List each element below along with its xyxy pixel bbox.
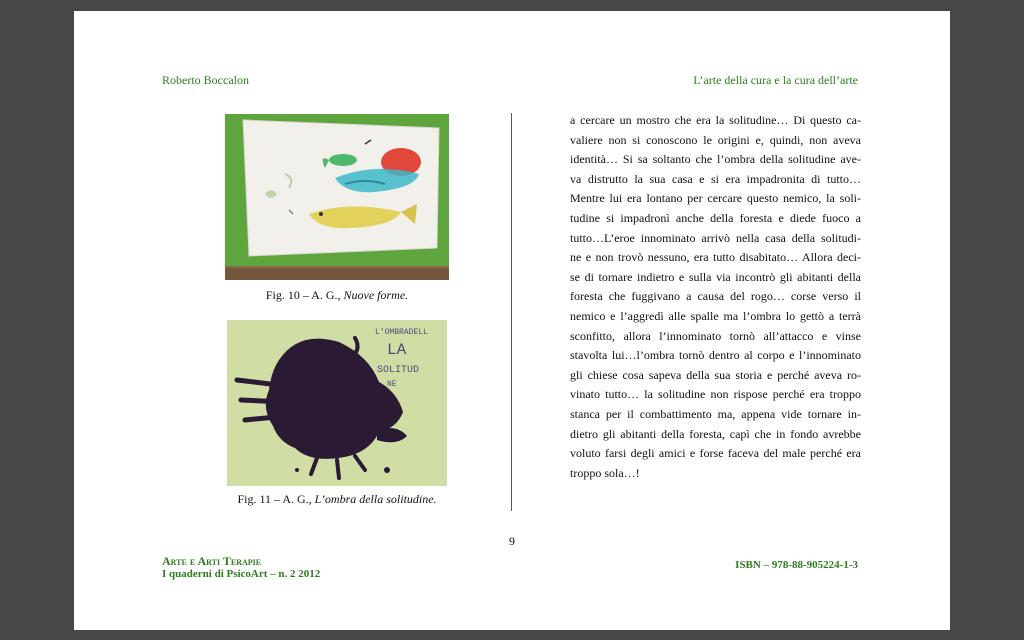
page-number: 9 [509,534,515,548]
body-line: nemico e l’aggredì alle spalle ma l’ombra lo gettò a terrà [570,308,861,323]
body-line: stanca per il combattimento ma, appena vide tornare in- [570,406,861,421]
body-line: a cercare un mostro che era la solitudine… Di questo ca- [570,113,861,127]
footer-publication [162,555,320,581]
body-line: vinato tutto… la solitudine non rispose perché era troppo [570,387,861,402]
figure-11-caption-title: L’ombra della solitudine. [314,492,437,506]
footer-isbn: ISBN – 978-88-905224-1-3 [735,559,858,571]
body-line: identità… Si sa soltanto che l’ombra della solitudine ave- [570,152,861,167]
figure-11-caption-prefix: Fig. 11 – A. G., [237,492,315,506]
footer-series: Arte e Arti Terapie [162,554,262,568]
figure-11-caption [204,492,470,507]
figure-10-caption-title: Nuove forme. [343,288,409,302]
running-header-author: Roberto Boccalon [162,73,249,87]
drawing-text-line-1: L'OMBRADELL [375,328,428,337]
body-line: ne e non trovò nessuno, era tutto disabitato… Allora deci- [570,250,861,265]
footer-subtitle: I quaderni di PsicoArt – n. 2 2012 [162,568,321,580]
drawing-text-line-3: SOLITUD [377,365,420,376]
body-line: tudine si impadronì anche della foresta e diede fuoco a [570,210,861,225]
column-divider [511,113,512,511]
body-line: dietro gli abitanti della foresta, capì che in fondo avrebbe [570,426,861,441]
body-line: tutto…L’eroe innominato arrivò nella casa della solitudi- [570,230,861,245]
body-text [570,111,861,483]
body-line: foresta che fuggivano a causa del rogo… corse verso il [570,289,861,304]
figure-11-image [227,320,447,486]
running-header-title: L’arte della cura e la cura dell’arte [693,73,858,87]
body-line: voluto farsi degli amici e forse faceva del male perché era [570,446,861,461]
body-line: stavolta lui…l’ombra tornò dentro al corpo e l’innominato [570,348,861,363]
body-line: Mentre lui era lontano per cercare questo nemico, la soli- [570,191,861,206]
figure-10-caption [225,288,449,303]
body-line: va distrutto la sua casa e si era impadronita di tutto… [570,171,861,186]
body-line: sconfitto, allora l’innominato tornò all’attacco e vinse [570,328,861,343]
document-page [74,11,950,630]
drawing-text-line-2: LA [387,341,407,359]
drawing-text-line-4: NE [387,380,397,389]
body-line: gli chiese cosa sapeva della sua storia e perché aveva ro- [570,367,861,382]
body-line: troppo sola…! [570,465,640,480]
figure-10-image [225,114,449,280]
body-line: valiere non si conoscono le origini e, quindi, non aveva [570,132,861,147]
figure-10-caption-prefix: Fig. 10 – A. G., [265,288,344,302]
body-line: se di tornare indietro e sulla via incontrò gli abitanti della [570,269,861,284]
